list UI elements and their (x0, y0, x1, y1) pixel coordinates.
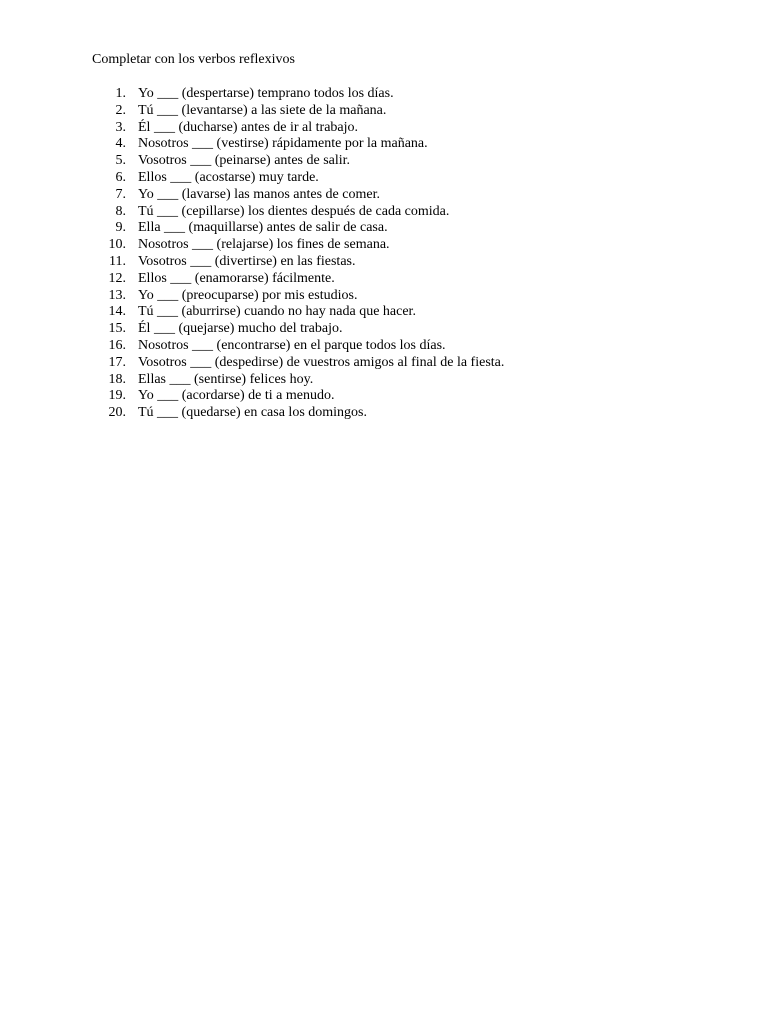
item-number: 6. (115, 169, 126, 185)
item-number: 13. (108, 287, 126, 303)
item-text: Nosotros ___ (encontrarse) en el parque todos los días. (138, 337, 446, 353)
item-text: Tú ___ (levantarse) a las siete de la mañana. (138, 102, 387, 118)
list-item (92, 187, 504, 204)
item-text: Vosotros ___ (peinarse) antes de salir. (138, 153, 351, 169)
list-item (92, 254, 504, 271)
item-number: 4. (115, 136, 126, 152)
item-number: 12. (108, 270, 126, 286)
exercise-list (92, 86, 504, 422)
item-number: 9. (115, 220, 126, 236)
item-number: 1. (115, 86, 126, 101)
list-item (92, 220, 504, 237)
item-number: 11. (109, 253, 126, 269)
item-text: Nosotros ___ (relajarse) los fines de semana. (138, 237, 390, 253)
list-item (92, 321, 504, 338)
item-text: Tú ___ (cepillarse) los dientes después de cada comida. (138, 203, 450, 219)
list-item (92, 170, 504, 187)
item-text: Vosotros ___ (divertirse) en las fiestas. (138, 253, 356, 269)
list-item (92, 304, 504, 321)
list-item (92, 120, 504, 137)
item-number: 18. (108, 371, 126, 387)
item-text: Tú ___ (aburrirse) cuando no hay nada que hacer. (138, 304, 416, 320)
item-number: 7. (115, 186, 126, 202)
item-text: Yo ___ (despertarse) temprano todos los días. (138, 86, 394, 101)
item-text: Yo ___ (preocuparse) por mis estudios. (138, 287, 358, 303)
item-number: 10. (108, 237, 126, 253)
item-text: Ellos ___ (acostarse) muy tarde. (138, 169, 319, 185)
item-text: Ella ___ (maquillarse) antes de salir de casa. (138, 220, 388, 236)
list-item (92, 338, 504, 355)
item-number: 19. (108, 388, 126, 404)
list-item (92, 388, 504, 405)
list-item (92, 86, 504, 103)
list-item (92, 103, 504, 120)
item-number: 15. (108, 321, 126, 337)
item-text: Ellos ___ (enamorarse) fácilmente. (138, 270, 335, 286)
item-number: 17. (108, 354, 126, 370)
item-number: 14. (108, 304, 126, 320)
item-text: Tú ___ (quedarse) en casa los domingos. (138, 405, 367, 421)
list-item (92, 204, 504, 221)
list-item (92, 288, 504, 305)
item-text: Vosotros ___ (despedirse) de vuestros amigos al final de la fiesta. (138, 354, 505, 370)
item-number: 8. (115, 203, 126, 219)
list-item (92, 237, 504, 254)
list-item (92, 405, 504, 422)
list-item (92, 355, 504, 372)
list-item (92, 136, 504, 153)
page-title: Completar con los verbos reflexivos (92, 52, 295, 67)
item-text: Yo ___ (lavarse) las manos antes de comer. (138, 186, 380, 202)
list-item (92, 372, 504, 389)
item-text: Él ___ (quejarse) mucho del trabajo. (138, 321, 343, 337)
item-number: 16. (108, 337, 126, 353)
item-number: 2. (115, 102, 126, 118)
item-number: 5. (115, 153, 126, 169)
item-number: 20. (108, 405, 126, 421)
item-number: 3. (115, 119, 126, 135)
item-text: Él ___ (ducharse) antes de ir al trabajo. (138, 119, 359, 135)
item-text: Nosotros ___ (vestirse) rápidamente por la mañana. (138, 136, 428, 152)
item-text: Yo ___ (acordarse) de ti a menudo. (138, 388, 335, 404)
list-item (92, 271, 504, 288)
item-text: Ellas ___ (sentirse) felices hoy. (138, 371, 314, 387)
list-item (92, 153, 504, 170)
